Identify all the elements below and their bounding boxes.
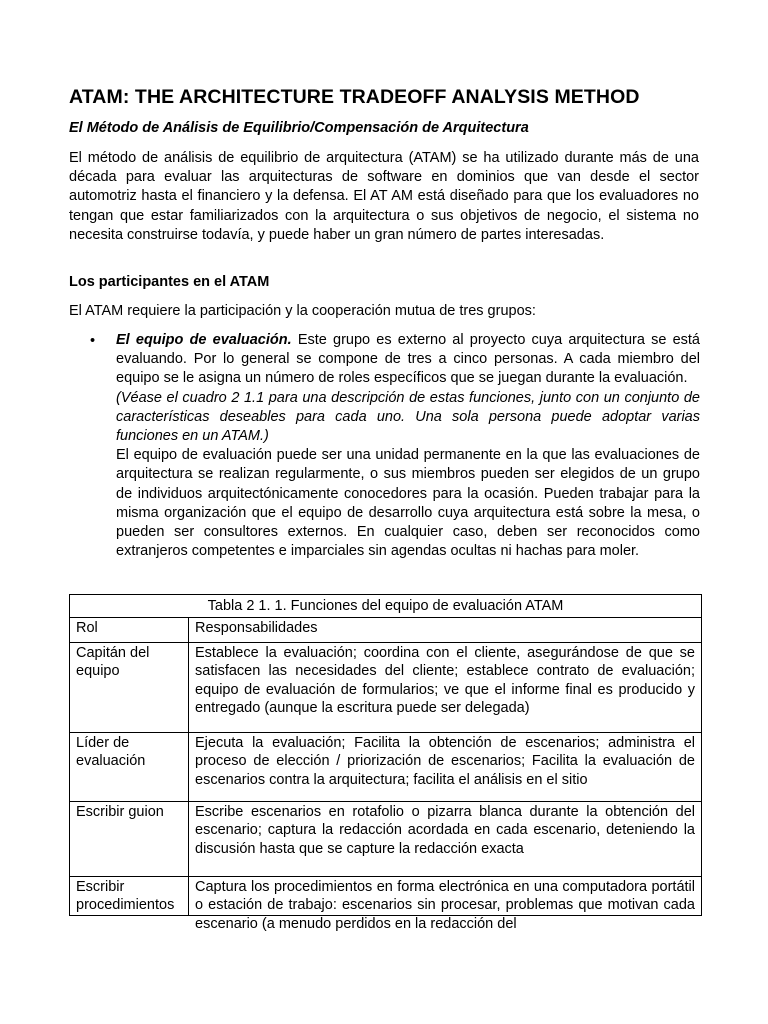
table-cell-resp: Ejecuta la evaluación; Facilita la obtención de escenarios; administra el proceso de elección / priorización de escenarios; Facilita la evaluación de escenarios contra la arquitectura; facilita el análisis en el sitio <box>189 732 702 801</box>
bullet-note: (Véase el cuadro 2 1.1 para una descripción de estas funciones, junto con un conjunto de características deseables para cada uno. Una sola persona puede adoptar varias funciones en un ATAM.) <box>116 389 700 445</box>
table-cell-role: Capitán del equipo <box>70 642 189 732</box>
bullet-text: Este grupo es externo al proyecto cuya arquitectura se está evaluando. Por lo general se compone de tres a cinco personas. A cada miembro del equipo se le asigna un número de roles específicos que se juegan durante la evaluación. <box>116 332 700 387</box>
table-cell-resp-container <box>189 876 702 932</box>
section-heading: Los participantes en el ATAM <box>69 274 270 290</box>
bullet-item <box>116 331 700 561</box>
roles-table <box>69 594 702 932</box>
table-row <box>70 876 702 915</box>
table-cell-resp: Establece la evaluación; coordina con el cliente, asegurándose de que se satisfacen las necesidades del cliente; establece contrato de evaluación; equipo de evaluación de formularios; ve que el informe final es producido y entregado (aunque la escritura puede ser delegada) <box>189 642 702 732</box>
table-header-rol: Rol <box>70 618 189 642</box>
table-row <box>70 732 702 801</box>
table-caption-row <box>70 595 702 618</box>
section-intro: El ATAM requiere la participación y la cooperación mutua de tres grupos: <box>69 303 536 319</box>
table-cell-role: Escribir procedimientos <box>70 876 189 915</box>
table-cell-resp: Escribe escenarios en rotafolio o pizarra blanca durante la obtención del escenario; captura la redacción acordada en cada escenario, deteniendo la discusión hasta que se capture la redacción exacta <box>189 801 702 876</box>
bullet-marker: • <box>90 333 96 349</box>
bullet-paragraph <box>116 331 700 389</box>
bullet-extra: El equipo de evaluación puede ser una unidad permanente en la que las evaluaciones de arquitectura se realizan regularmente, o sus miembros pueden ser elegidos de un grupo de individuos arquitectónicamente conocedores para la ocasión. Pueden trabajar para la misma organización que el equipo de desarrollo cuya arquitectura está sobre la mesa, o pueden ser consultores externos. En cualquier caso, deben ser reconocidos como extranjeros competentes e imparciales sin agendas ocultas ni hachas para moler. <box>116 447 700 560</box>
document-subtitle: El Método de Análisis de Equilibrio/Compensación de Arquitectura <box>69 120 529 136</box>
table-cell-role: Escribir guion <box>70 801 189 876</box>
table-cell-resp: Captura los procedimientos en forma electrónica en una computadora portátil o estación de trabajo: escenarios sin procesar, problemas que motivan cada escenario (a menudo perdidos en la redacción del <box>195 878 695 932</box>
table-row <box>70 642 702 732</box>
table-header-row <box>70 618 702 642</box>
bullet-lead: El equipo de evaluación. <box>116 332 292 348</box>
table-cell-role: Líder de evaluación <box>70 732 189 801</box>
document-title: ATAM: THE ARCHITECTURE TRADEOFF ANALYSIS METHOD <box>69 86 640 108</box>
intro-paragraph: El método de análisis de equilibrio de arquitectura (ATAM) se ha utilizado durante más de una década para evaluar las arquitecturas de software en dominios que van desde el sector automotriz hasta el financiero y la defensa. El AT AM está diseñado para que los evaluadores no tengan que estar familiarizados con la arquitectura o sus objetivos de negocio, el sistema no necesita construirse todavía, y puede haber un gran número de partes interesadas. <box>69 150 699 243</box>
table-row <box>70 801 702 876</box>
table-header-responsabilidades: Responsabilidades <box>189 618 702 642</box>
table-caption: Tabla 2 1. 1. Funciones del equipo de evaluación ATAM <box>70 595 702 618</box>
